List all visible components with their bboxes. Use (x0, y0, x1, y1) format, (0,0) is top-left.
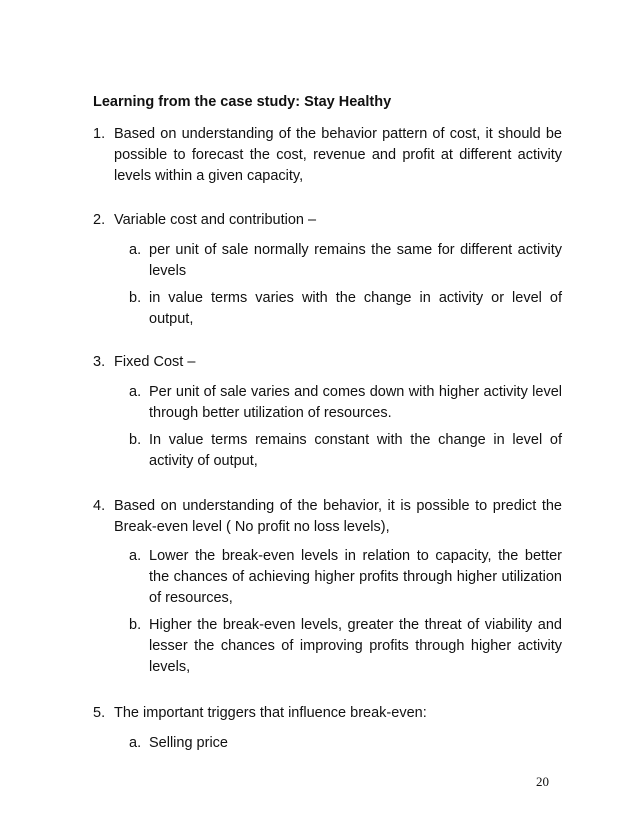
sub-text: Per unit of sale varies and comes down with higher activity level through better utilization of resources. (149, 384, 562, 421)
list-number: 1. (93, 126, 106, 142)
sub-letter: a. (129, 548, 142, 564)
sub-item-4a (129, 546, 562, 609)
list-item-2 (93, 210, 562, 231)
sub-item-2a (129, 240, 562, 282)
sub-text: Higher the break-even levels, greater the threat of viability and lesser the chances of improving profits through higher activity levels, (149, 617, 562, 675)
sub-text: In value terms remains constant with the change in level of activity of output, (149, 432, 562, 469)
sub-item-3b (129, 430, 562, 472)
list-text: Based on understanding of the behavior, it is possible to predict the Break-even level ( No profit no loss levels), (114, 498, 562, 535)
list-number: 4. (93, 498, 106, 514)
list-text: Variable cost and contribution – (114, 212, 317, 228)
list-text: The important triggers that influence break-even: (114, 705, 427, 721)
sub-letter: b. (129, 290, 142, 306)
list-item-4 (93, 496, 562, 538)
section-heading: Learning from the case study: Stay Healthy (93, 94, 392, 110)
list-text: Based on understanding of the behavior pattern of cost, it should be possible to forecast the cost, revenue and profit at different activity levels within a given capacity, (114, 126, 562, 184)
sub-item-4b (129, 615, 562, 678)
sub-text: per unit of sale normally remains the same for different activity levels (149, 242, 562, 279)
list-item-3 (93, 352, 562, 373)
list-item-5 (93, 703, 562, 724)
page-number: 20 (536, 774, 549, 789)
list-number: 2. (93, 212, 106, 228)
sub-letter: b. (129, 432, 142, 448)
sub-text: in value terms varies with the change in activity or level of output, (149, 290, 562, 327)
sub-letter: b. (129, 617, 142, 633)
sub-letter: a. (129, 735, 142, 751)
sub-letter: a. (129, 384, 142, 400)
sub-item-2b (129, 288, 562, 330)
sub-letter: a. (129, 242, 142, 258)
list-item-1 (93, 124, 562, 187)
sub-item-3a (129, 382, 562, 424)
list-number: 5. (93, 705, 106, 721)
sub-text: Selling price (149, 735, 228, 751)
sub-item-5a (129, 733, 562, 754)
list-text: Fixed Cost – (114, 354, 196, 370)
sub-text: Lower the break-even levels in relation to capacity, the better the chances of achieving higher profits through higher utilization of resources, (149, 548, 562, 606)
list-number: 3. (93, 354, 106, 370)
